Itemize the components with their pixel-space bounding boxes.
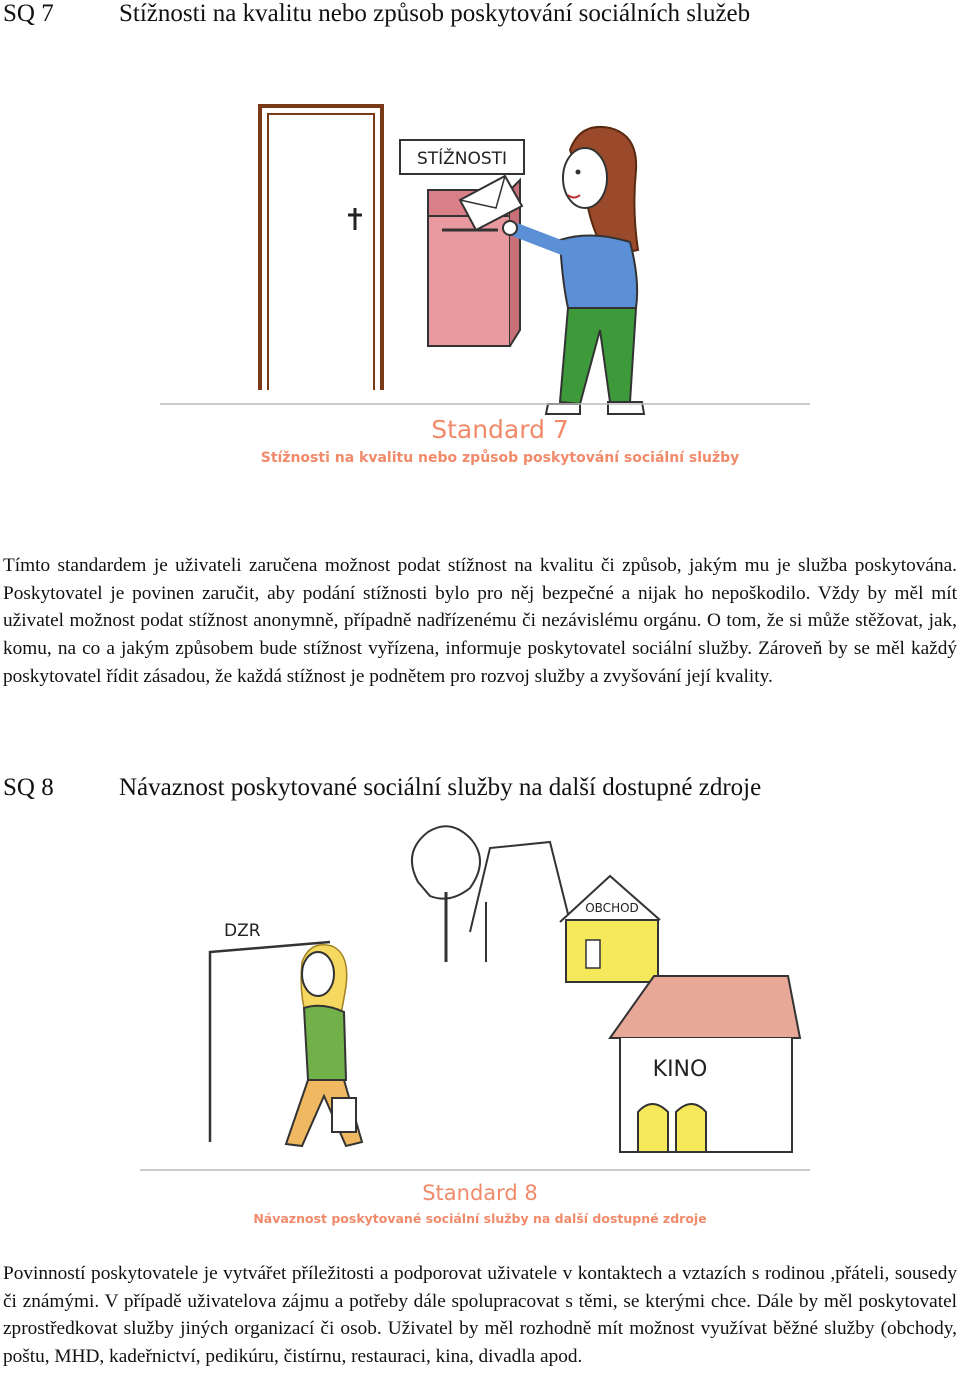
shop-building (560, 876, 660, 982)
section-heading-sq7 (3, 0, 903, 32)
shop-sign: OBCHOD (585, 901, 639, 915)
illustration-resources (140, 812, 820, 1237)
house (470, 842, 570, 962)
caption-subtitle: Návaznost poskytované sociální služby na další dostupné zdroje (253, 1211, 707, 1226)
caption-title: Standard 7 (431, 415, 569, 444)
section-heading-sq8 (3, 774, 903, 806)
section-title: Návaznost poskytované sociální služby na další dostupné zdroje (119, 774, 762, 801)
caption-title: Standard 8 (422, 1181, 538, 1205)
illustration-complaints (160, 30, 820, 475)
section-title: Stížnosti na kvalitu nebo způsob poskytování sociálních služeb (119, 0, 751, 27)
section-paragraph-sq7: Tímto standardem je uživateli zaručena možnost podat stížnost na kvalitu či způsob, jakým mu je služba poskytována. Poskytovatel je povinen zaručit, aby podání stížnosti bylo pro něj bezpečné a nijak ho nepoškodilo. Vždy by měl mít uživatel možnost podat stížnost anonymně, případně nadřízenému či nezávislému orgánu. O tom, že si může stěžovat, jak, komu, na co a jakým způsobem bude stížnost vyřízena, informuje poskytovatel sociální služby. Zároveň by se měl každý poskytovatel řídit zásadou, že každá stížnost je podnětem pro rozvoj služby a zvyšování její kvality. (3, 555, 957, 687)
section-code: SQ 7 (3, 0, 54, 27)
walking-woman (286, 945, 362, 1146)
complaints-sign (400, 140, 524, 174)
tree (412, 826, 480, 962)
cinema-sign: KINO (652, 1057, 708, 1082)
door-handle (348, 208, 362, 230)
sign-text: STÍŽNOSTI (416, 149, 508, 169)
door-frame (260, 106, 382, 390)
caption-subtitle: Stížnosti na kvalitu nebo způsob poskytování sociální služby (260, 450, 740, 466)
section-paragraph-sq8: Povinností poskytovatele je vytvářet příležitosti a podporovat uživatele v kontaktech a vztazích s rodinou ,přáteli, sousedy či známými. V případě uživatelova zájmu a potřeby dále spolupracovat s těmi, se kterými chce. Dále by měl poskytovatel zprostředkovat služby jiných organizací či osob. Uživatel by měl rozhodně mít možnost využívat běžné služby (obchody, poštu, MHD, kadeřnictví, pedikúru, čistírnu, restauraci, kina, divadla apod. (3, 1263, 957, 1368)
dzr-sign: DZR (224, 921, 261, 941)
cinema-building (610, 976, 800, 1152)
section-code: SQ 8 (3, 774, 54, 801)
